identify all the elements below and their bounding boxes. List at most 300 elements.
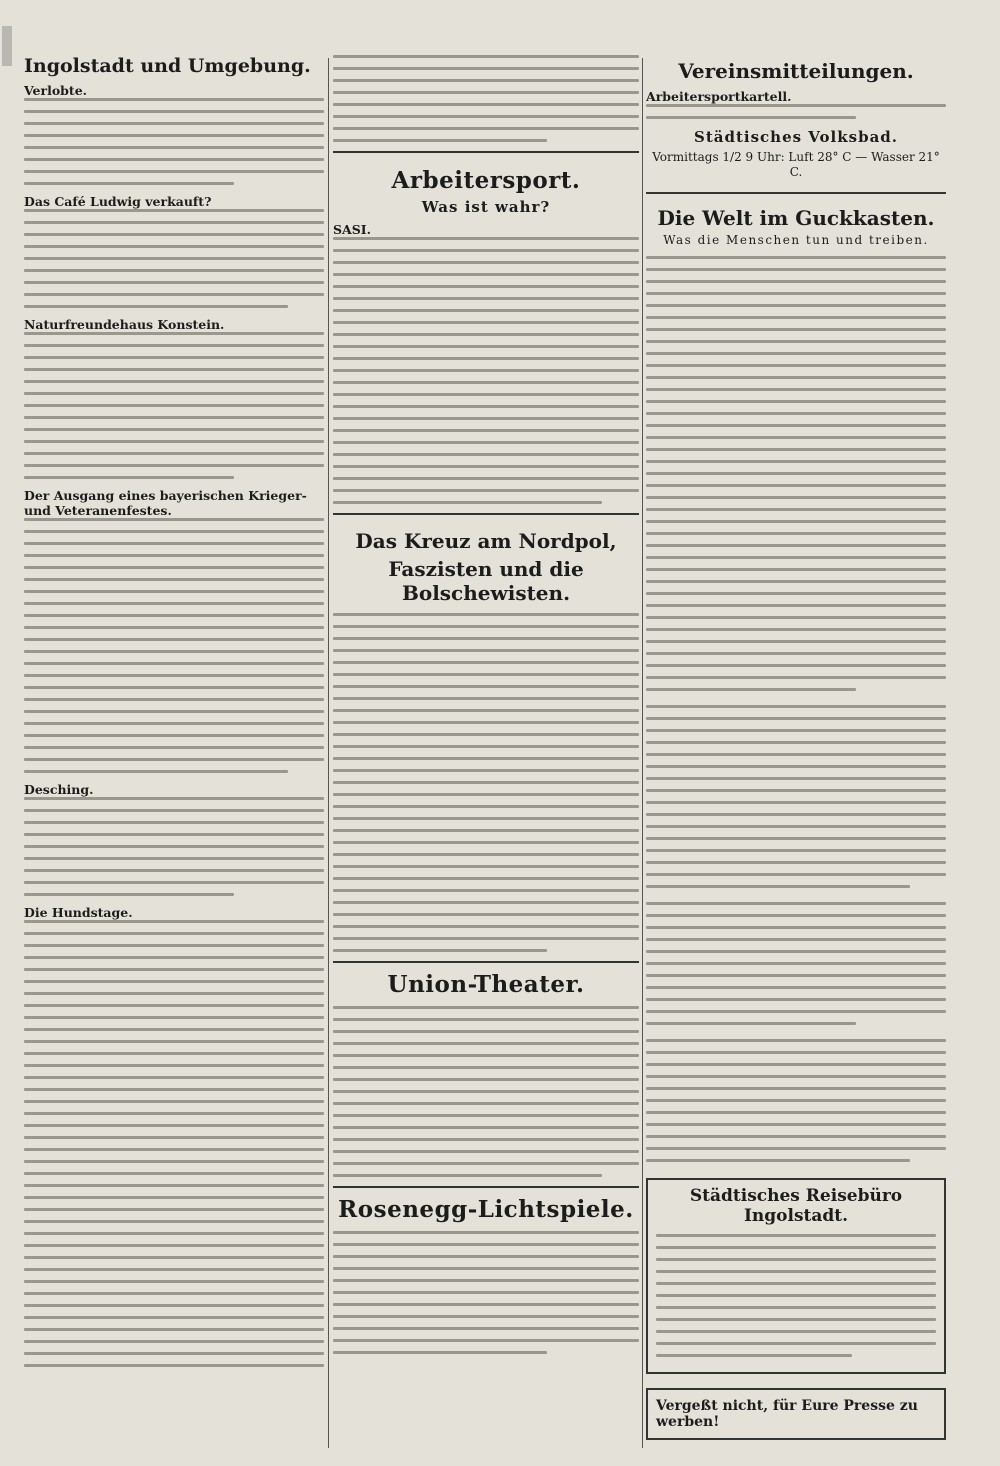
text-line-placeholder: [24, 968, 324, 971]
section-heading-verein: Vereinsmitteilungen.: [678, 59, 914, 83]
text-line-placeholder: [24, 686, 324, 689]
text-line-placeholder: [24, 845, 324, 848]
text-line-placeholder: [333, 297, 639, 300]
text-line-placeholder: [333, 127, 639, 130]
text-line-placeholder: [24, 1352, 324, 1355]
text-line-placeholder: [24, 122, 324, 125]
text-line-placeholder: [24, 746, 324, 749]
text-line-placeholder: [646, 873, 946, 876]
text-line-placeholder: [646, 849, 946, 852]
text-line-placeholder: [333, 357, 639, 360]
text-line-placeholder: [656, 1294, 936, 1297]
text-line-placeholder: [24, 404, 324, 407]
text-line-placeholder: [333, 901, 639, 904]
text-line-placeholder: [333, 381, 639, 384]
text-line-placeholder: [333, 1291, 639, 1294]
text-line-placeholder: [24, 356, 324, 359]
reisebuero-box: [646, 1178, 946, 1374]
text-line-placeholder: [333, 733, 639, 736]
text-line-placeholder: [646, 1039, 946, 1042]
text-line-placeholder: [646, 914, 946, 917]
article-body: [333, 1006, 639, 1177]
text-line-placeholder: [333, 937, 639, 940]
text-line-placeholder: [333, 1102, 639, 1105]
text-line-placeholder: [333, 1006, 639, 1009]
text-line-placeholder: [24, 920, 324, 923]
article-body: [646, 705, 946, 888]
text-line-placeholder: [646, 544, 946, 547]
article-body: [333, 237, 639, 504]
text-line-placeholder: [656, 1282, 936, 1285]
text-line-placeholder: [333, 637, 639, 640]
text-line-placeholder: [333, 1126, 639, 1129]
text-line-placeholder: [24, 1268, 324, 1271]
text-line-placeholder: [646, 1099, 946, 1102]
text-line-placeholder: [646, 950, 946, 953]
text-line-placeholder: [646, 986, 946, 989]
text-line-placeholder: [646, 998, 946, 1001]
text-line-placeholder: [646, 1010, 946, 1013]
text-line-placeholder: [646, 1135, 946, 1138]
text-line-placeholder: [646, 616, 946, 619]
text-line-placeholder: [646, 688, 856, 691]
text-line-placeholder: [24, 380, 324, 383]
text-line-placeholder: [24, 392, 324, 395]
text-line-placeholder: [646, 1063, 946, 1066]
section-heading-rosen: Rosenegg-Lichtspiele.: [338, 1196, 634, 1223]
text-line-placeholder: [24, 368, 324, 371]
text-line-placeholder: [333, 865, 639, 868]
text-line-placeholder: [24, 110, 324, 113]
text-line-placeholder: [646, 705, 946, 708]
text-line-placeholder: [24, 956, 324, 959]
text-line-placeholder: [646, 580, 946, 583]
article-body: [333, 55, 639, 142]
article-body: [24, 797, 324, 896]
divider: [333, 151, 639, 153]
text-line-placeholder: [24, 1364, 324, 1367]
text-line-placeholder: [646, 592, 946, 595]
text-line-placeholder: [646, 316, 946, 319]
text-line-placeholder: [333, 889, 639, 892]
text-line-placeholder: [24, 638, 324, 641]
text-line-placeholder: [24, 626, 324, 629]
text-line-placeholder: [333, 405, 639, 408]
text-line-placeholder: [656, 1354, 852, 1357]
text-line-placeholder: [646, 765, 946, 768]
divider: [646, 192, 946, 194]
divider: [333, 513, 639, 515]
text-line-placeholder: [333, 745, 639, 748]
text-line-placeholder: [24, 1124, 324, 1127]
text-line-placeholder: [24, 602, 324, 605]
text-line-placeholder: [24, 344, 324, 347]
text-line-placeholder: [333, 661, 639, 664]
text-line-placeholder: [333, 625, 639, 628]
text-line-placeholder: [333, 249, 639, 252]
text-line-placeholder: [646, 885, 910, 888]
article-tag: Die Hundstage.: [24, 905, 133, 920]
text-line-placeholder: [646, 974, 946, 977]
article-body: [24, 920, 324, 1367]
text-line-placeholder: [646, 268, 946, 271]
text-line-placeholder: [646, 256, 946, 259]
text-line-placeholder: [24, 1088, 324, 1091]
article-body: [646, 1039, 946, 1162]
text-line-placeholder: [333, 1066, 639, 1069]
text-line-placeholder: [646, 472, 946, 475]
text-line-placeholder: [24, 146, 324, 149]
column-rule: [642, 58, 643, 1448]
text-line-placeholder: [333, 1279, 639, 1282]
column-middle: [333, 55, 639, 1445]
text-line-placeholder: [24, 1028, 324, 1031]
text-line-placeholder: [24, 440, 324, 443]
text-line-placeholder: [24, 293, 324, 296]
text-line-placeholder: [333, 417, 639, 420]
text-line-placeholder: [333, 721, 639, 724]
text-line-placeholder: [333, 465, 639, 468]
article-body: [333, 1231, 639, 1354]
text-line-placeholder: [646, 496, 946, 499]
section-heading-volksbad: Städtisches Volksbad.: [693, 128, 898, 146]
column-rule: [328, 58, 329, 1448]
text-line-placeholder: [646, 1051, 946, 1054]
text-line-placeholder: [24, 1220, 324, 1223]
text-line-placeholder: [333, 781, 639, 784]
text-line-placeholder: [646, 837, 946, 840]
text-line-placeholder: [24, 221, 324, 224]
text-line-placeholder: [333, 913, 639, 916]
text-line-placeholder: [333, 333, 639, 336]
text-line-placeholder: [333, 1138, 639, 1141]
article-tag: Das Café Ludwig verkauft?: [24, 194, 212, 209]
text-line-placeholder: [333, 925, 639, 928]
text-line-placeholder: [24, 1280, 324, 1283]
text-line-placeholder: [333, 757, 639, 760]
text-line-placeholder: [24, 1064, 324, 1067]
text-line-placeholder: [333, 1327, 639, 1330]
text-line-placeholder: [24, 809, 324, 812]
volksbad-temperatures: Vormittags 1/2 9 Uhr: Luft 28° C — Wasser 21° C.: [652, 150, 940, 179]
text-line-placeholder: [24, 992, 324, 995]
section-heading-welt: Die Welt im Guckkasten.: [657, 206, 935, 230]
text-line-placeholder: [24, 722, 324, 725]
text-line-placeholder: [24, 1208, 324, 1211]
text-line-placeholder: [646, 861, 946, 864]
article-body: [646, 902, 946, 1025]
text-line-placeholder: [333, 345, 639, 348]
text-line-placeholder: [24, 698, 324, 701]
text-line-placeholder: [646, 388, 946, 391]
text-line-placeholder: [333, 853, 639, 856]
text-line-placeholder: [24, 674, 324, 677]
article-tag: Der Ausgang eines bayerischen Krieger- und Veteranenfestes.: [24, 488, 307, 518]
text-line-placeholder: [333, 1018, 639, 1021]
text-line-placeholder: [333, 685, 639, 688]
text-line-placeholder: [24, 269, 324, 272]
text-line-placeholder: [333, 393, 639, 396]
text-line-placeholder: [646, 568, 946, 571]
text-line-placeholder: [646, 628, 946, 631]
text-line-placeholder: [646, 436, 946, 439]
text-line-placeholder: [24, 770, 288, 773]
text-line-placeholder: [333, 1042, 639, 1045]
text-line-placeholder: [24, 1004, 324, 1007]
divider: [333, 1186, 639, 1188]
text-line-placeholder: [333, 115, 639, 118]
text-line-placeholder: [333, 1351, 547, 1354]
article-body: [24, 98, 324, 185]
text-line-placeholder: [646, 280, 946, 283]
text-line-placeholder: [24, 1328, 324, 1331]
text-line-placeholder: [646, 424, 946, 427]
text-line-placeholder: [333, 453, 639, 456]
text-line-placeholder: [24, 710, 324, 713]
text-line-placeholder: [333, 321, 639, 324]
text-line-placeholder: [646, 729, 946, 732]
text-line-placeholder: [24, 1196, 324, 1199]
text-line-placeholder: [333, 441, 639, 444]
section-subheading-sport: Was ist wahr?: [421, 198, 551, 216]
text-line-placeholder: [24, 542, 324, 545]
section-heading-union: Union-Theater.: [387, 971, 585, 998]
text-line-placeholder: [646, 902, 946, 905]
text-line-placeholder: [333, 139, 547, 142]
scan-edge-mark: [2, 26, 12, 66]
text-line-placeholder: [24, 233, 324, 236]
text-line-placeholder: [333, 273, 639, 276]
text-line-placeholder: [333, 1231, 639, 1234]
text-line-placeholder: [24, 464, 324, 467]
section-heading-sport: Arbeitersport.: [391, 167, 581, 194]
text-line-placeholder: [646, 292, 946, 295]
text-line-placeholder: [24, 452, 324, 455]
text-line-placeholder: [333, 261, 639, 264]
text-line-placeholder: [333, 793, 639, 796]
text-line-placeholder: [24, 893, 234, 896]
text-line-placeholder: [333, 67, 639, 70]
article-tag: Naturfreundehaus Konstein.: [24, 317, 225, 332]
text-line-placeholder: [24, 158, 324, 161]
text-line-placeholder: [24, 1292, 324, 1295]
text-line-placeholder: [24, 566, 324, 569]
text-line-placeholder: [646, 640, 946, 643]
text-line-placeholder: [24, 245, 324, 248]
text-line-placeholder: [24, 170, 324, 173]
text-line-placeholder: [333, 709, 639, 712]
text-line-placeholder: [333, 829, 639, 832]
text-line-placeholder: [24, 209, 324, 212]
article-body: [24, 332, 324, 479]
text-line-placeholder: [333, 1150, 639, 1153]
text-line-placeholder: [646, 1087, 946, 1090]
text-line-placeholder: [333, 769, 639, 772]
text-line-placeholder: [333, 477, 639, 480]
text-line-placeholder: [646, 448, 946, 451]
text-line-placeholder: [24, 980, 324, 983]
text-line-placeholder: [24, 416, 324, 419]
text-line-placeholder: [646, 1075, 946, 1078]
text-line-placeholder: [646, 556, 946, 559]
text-line-placeholder: [24, 1184, 324, 1187]
text-line-placeholder: [24, 1340, 324, 1343]
text-line-placeholder: [24, 1148, 324, 1151]
divider: [333, 961, 639, 963]
text-line-placeholder: [656, 1330, 936, 1333]
section-heading-local: Ingolstadt und Umgebung.: [24, 55, 311, 77]
bottom-notice: Vergeßt nicht, für Eure Presse zu werben!: [656, 1398, 918, 1430]
text-line-placeholder: [24, 1040, 324, 1043]
article-body: [24, 209, 324, 308]
text-line-placeholder: [333, 877, 639, 880]
text-line-placeholder: [24, 833, 324, 836]
text-line-placeholder: [333, 949, 547, 952]
column-right: [646, 55, 946, 1445]
text-line-placeholder: [24, 554, 324, 557]
article-tag: Verlobte.: [24, 83, 87, 98]
text-line-placeholder: [333, 429, 639, 432]
text-line-placeholder: [24, 578, 324, 581]
text-line-placeholder: [646, 340, 946, 343]
text-line-placeholder: [333, 1339, 639, 1342]
text-line-placeholder: [333, 1078, 639, 1081]
text-line-placeholder: [333, 369, 639, 372]
text-line-placeholder: [646, 104, 946, 107]
text-line-placeholder: [656, 1342, 936, 1345]
text-line-placeholder: [24, 1100, 324, 1103]
text-line-placeholder: [646, 352, 946, 355]
text-line-placeholder: [646, 962, 946, 965]
text-line-placeholder: [24, 98, 324, 101]
text-line-placeholder: [646, 825, 946, 828]
text-line-placeholder: [24, 257, 324, 260]
text-line-placeholder: [24, 332, 324, 335]
text-line-placeholder: [24, 881, 324, 884]
text-line-placeholder: [333, 649, 639, 652]
text-line-placeholder: [656, 1258, 936, 1261]
text-line-placeholder: [333, 805, 639, 808]
text-line-placeholder: [333, 501, 602, 504]
text-line-placeholder: [646, 1147, 946, 1150]
text-line-placeholder: [24, 944, 324, 947]
text-line-placeholder: [646, 777, 946, 780]
text-line-placeholder: [646, 717, 946, 720]
text-line-placeholder: [333, 309, 639, 312]
text-line-placeholder: [333, 1303, 639, 1306]
text-line-placeholder: [333, 79, 639, 82]
text-line-placeholder: [646, 741, 946, 744]
text-line-placeholder: [24, 1316, 324, 1319]
text-line-placeholder: [656, 1234, 936, 1237]
text-line-placeholder: [646, 508, 946, 511]
text-line-placeholder: [333, 697, 639, 700]
text-line-placeholder: [24, 1160, 324, 1163]
text-line-placeholder: [646, 532, 946, 535]
text-line-placeholder: [333, 1315, 639, 1318]
text-line-placeholder: [646, 1111, 946, 1114]
text-line-placeholder: [333, 817, 639, 820]
text-line-placeholder: [646, 604, 946, 607]
text-line-placeholder: [646, 400, 946, 403]
text-line-placeholder: [333, 285, 639, 288]
text-line-placeholder: [646, 376, 946, 379]
text-line-placeholder: [646, 813, 946, 816]
text-line-placeholder: [333, 1267, 639, 1270]
text-line-placeholder: [24, 1136, 324, 1139]
text-line-placeholder: [646, 116, 856, 119]
text-line-placeholder: [24, 857, 324, 860]
text-line-placeholder: [24, 662, 324, 665]
text-line-placeholder: [656, 1306, 936, 1309]
text-line-placeholder: [333, 1174, 602, 1177]
text-line-placeholder: [24, 1304, 324, 1307]
notice-body: [646, 104, 946, 119]
text-line-placeholder: [24, 1232, 324, 1235]
notice-body: [656, 1234, 936, 1357]
text-line-placeholder: [646, 1159, 910, 1162]
article-tag: Desching.: [24, 782, 94, 797]
text-line-placeholder: [24, 1076, 324, 1079]
text-line-placeholder: [646, 1022, 856, 1025]
text-line-placeholder: [24, 1112, 324, 1115]
bottom-notice-box: [646, 1388, 946, 1440]
notice-tag: Arbeitersportkartell.: [646, 89, 792, 104]
text-line-placeholder: [24, 305, 288, 308]
text-line-placeholder: [646, 304, 946, 307]
text-line-placeholder: [646, 789, 946, 792]
article-body: [24, 518, 324, 773]
text-line-placeholder: [646, 412, 946, 415]
text-line-placeholder: [646, 364, 946, 367]
dateline: SASI.: [333, 222, 371, 237]
text-line-placeholder: [24, 797, 324, 800]
text-line-placeholder: [24, 758, 324, 761]
text-line-placeholder: [333, 55, 639, 58]
text-line-placeholder: [24, 1172, 324, 1175]
text-line-placeholder: [656, 1246, 936, 1249]
text-line-placeholder: [646, 484, 946, 487]
section-heading-kreuz-2: Faszisten und die Bolschewisten.: [388, 557, 584, 605]
text-line-placeholder: [656, 1270, 936, 1273]
text-line-placeholder: [646, 1123, 946, 1126]
article-body: [333, 613, 639, 952]
text-line-placeholder: [24, 518, 324, 521]
text-line-placeholder: [24, 1256, 324, 1259]
text-line-placeholder: [24, 650, 324, 653]
text-line-placeholder: [333, 1114, 639, 1117]
text-line-placeholder: [24, 428, 324, 431]
text-line-placeholder: [646, 520, 946, 523]
text-line-placeholder: [646, 938, 946, 941]
text-line-placeholder: [24, 590, 324, 593]
text-line-placeholder: [333, 673, 639, 676]
text-line-placeholder: [333, 1054, 639, 1057]
text-line-placeholder: [333, 1255, 639, 1258]
text-line-placeholder: [24, 821, 324, 824]
text-line-placeholder: [24, 869, 324, 872]
text-line-placeholder: [333, 613, 639, 616]
article-body: [646, 256, 946, 691]
text-line-placeholder: [333, 841, 639, 844]
text-line-placeholder: [333, 1030, 639, 1033]
text-line-placeholder: [24, 182, 234, 185]
text-line-placeholder: [333, 1090, 639, 1093]
text-line-placeholder: [646, 460, 946, 463]
text-line-placeholder: [333, 91, 639, 94]
text-line-placeholder: [646, 652, 946, 655]
text-line-placeholder: [646, 676, 946, 679]
